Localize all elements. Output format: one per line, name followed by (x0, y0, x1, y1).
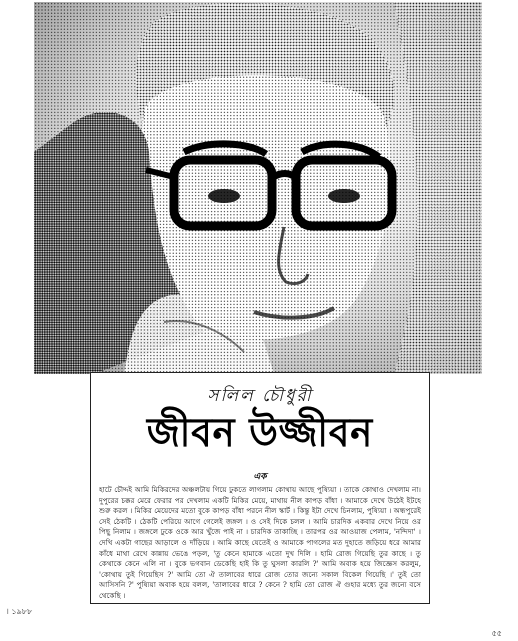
article-box (90, 372, 430, 604)
author-name: সলিল চৌধুরী (207, 386, 313, 406)
halftone-portrait-image (34, 2, 482, 374)
article-paragraph: হাটে চৌদ্দই আমি মিকিরদের অঞ্চলটায় গিয়ে ঢুকতে লাগলাম কোথায় আছে পুষ্যিয়া । তাকে কোথাও দেখলাম না। দুপুরের চক্কর মেরে ফেরার পর দেখলাম একটি মিকির মেয়ে, মাথায় নীল কাপড় বাঁধা । আমাকে দেখে উঠেই ইটহে শুরু করল । মিকির মেয়েদের মতো বুকে কাপড় বাঁধা পরনে নীল স্কার্ট । কিন্তু ইটা দেখে চিনলাম, পুষ্যিয়া । অন্ধপুরেই সেই ঠেকটি । ঠেকটি পেরিয়ে আগে গেলেই জঙ্গল । ও সেই দিকে চলল । আমি চারদিক একবার দেখে নিয়ে ওর পিছু নিলাম । জঙ্গলে ঢুকে ওকে আর খুঁজে পাই না । চারদিক তাকাচ্ছি । তারপর ওর আওয়াজ পেলাম, 'নন্দিদা' । দেখি একটা গাছের আড়ালে ও দাঁড়িয়ে । আমি কাছে যেতেই ও আমাকে পাগলের মত দুহাতে জড়িয়ে ধরে আমার কাঁধে মাথা রেখে কান্নায় ভেঙে পড়ল, 'তু কেনে হামাকে এতো দুখ দিলি । হামি রোজ গিয়েছি তুর কাছে । তু কেথাকে কেনে এলি না । বুকে ভগবান ডেকেছি হাই কি তু ঘুসলা কারলি ?' আমি অবাক হয়ে জিজ্ঞেস করলুম, 'কোথায় তুই গিয়েছিস ?' আমি তো ঐ তালাবের ধারে রোজ তোর জন্যে সকাল বিকেল গিয়েছি ।' তুই তো আসিসনি ?' পুষ্যিয়া অবাক হয়ে বলল, 'তালাবের ধারে ? কেনে ? হামি তো রোজ ঐ গুহার মধ্যে তুর জন্যে বসে থেকেছি । (99, 485, 421, 600)
article-body (99, 485, 421, 601)
section-heading: এক (253, 472, 267, 482)
author-portrait-photo (34, 2, 482, 374)
article-title: জীবন উজ্জীবন (146, 409, 374, 456)
footer-left-mark: । ১৯৮৮ (6, 607, 33, 616)
page-number: ৫৫ (491, 629, 502, 638)
